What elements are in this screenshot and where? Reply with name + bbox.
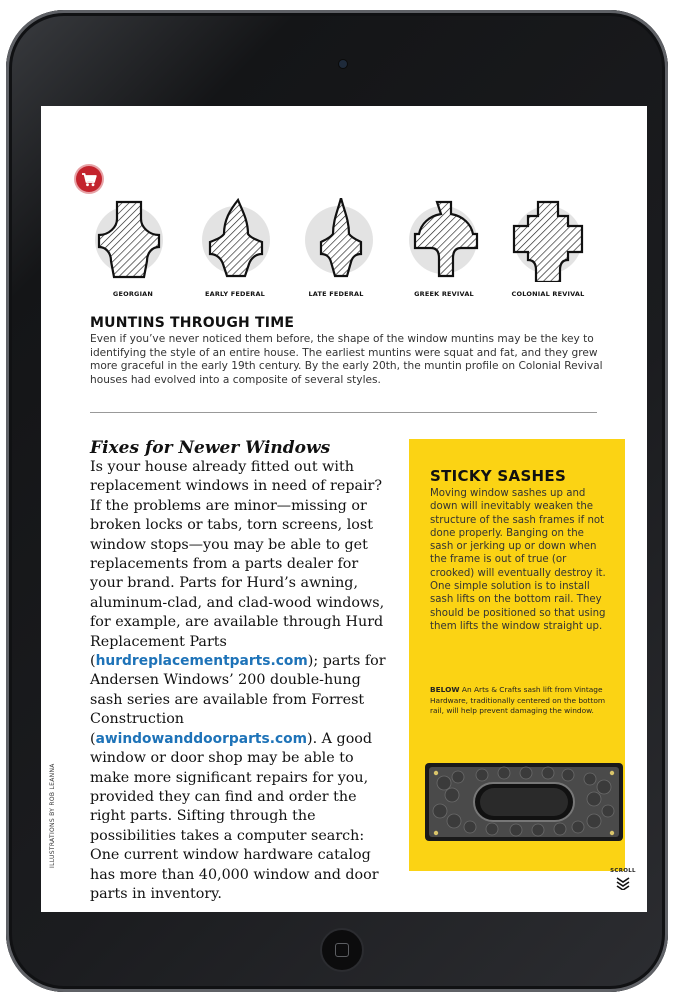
muntin-early-federal-illustration <box>196 198 280 282</box>
shop-cart-button[interactable] <box>76 166 102 192</box>
muntin-late-federal-illustration <box>299 198 383 282</box>
hurd-replacement-parts-link[interactable]: hurdreplacementparts.com <box>95 653 308 670</box>
illustration-credit: ILLUSTRATIONS BY ROB LEANNA <box>49 763 56 868</box>
chevron-down-icon <box>615 876 631 890</box>
article-text-part-1: Is your house already fitted out with replacement windows in need of repair? If the problems are minor—missing or broken locks or tabs, torn screens, lost window stops—you may be able to get replacements from a parts dealer for your brand. Parts for Hurd’s awning, aluminum-clad, and clad-wood windows, for example, are available through Hurd Replacement Parts ( <box>90 459 385 670</box>
cart-icon <box>76 166 102 192</box>
scroll-indicator[interactable] <box>609 868 637 895</box>
sidebar-title: STICKY SASHES <box>430 467 567 485</box>
article-text-part-3: ). A good window or door shop may be able to make more significant repairs for you, provided they can find and order the right parts. Sifting through the possibilities takes a computer search: One current window hardware catalog has more than 40,000 window and door parts in inventory. <box>90 730 379 902</box>
muntin-georgian-illustration <box>91 198 175 282</box>
muntins-section-title: MUNTINS THROUGH TIME <box>90 315 295 331</box>
muntin-greek-revival-illustration <box>403 198 487 282</box>
caption-text: An Arts & Crafts sash lift from Vintage Hardware, traditionally centered on the bottom rail, will help prevent damaging the window. <box>430 685 606 715</box>
muntin-label-georgian: GEORGIAN <box>112 290 154 298</box>
sidebar-caption <box>430 685 610 717</box>
muntin-colonial-revival-illustration <box>506 198 590 282</box>
article-title: Fixes for Newer Windows <box>90 438 331 458</box>
article-body <box>90 458 395 904</box>
camera <box>339 60 347 68</box>
muntin-label-greek-revival: GREEK REVIVAL <box>414 290 474 298</box>
scroll-label: SCROLL <box>610 868 636 874</box>
sidebar-body: Moving window sashes up and down will inevitably weaken the structure of the sash frames if not done properly. Banging on the sash or jerking up or down when the frame is out of true (or crooked) will eventually destroy it. One simple solution is to install sash lifts on the bottom rail. They should be positioned so that using them lifts the window straight up. <box>430 488 606 632</box>
tablet-device <box>6 10 668 992</box>
awindowanddoorparts-link[interactable]: awindowanddoorparts.com <box>95 730 308 747</box>
section-divider <box>90 412 597 413</box>
article-text-part-2: ); parts for Andersen Windows’ 200 double-hung sash series are available from Forrest Construction ( <box>90 653 386 747</box>
muntin-label-early-federal: EARLY FEDERAL <box>204 290 266 298</box>
caption-lead: BELOW <box>430 685 460 694</box>
home-square-icon <box>335 943 349 957</box>
sticky-sashes-sidebar <box>409 439 625 871</box>
muntins-section-body: Even if you’ve never noticed them before, the shape of the window muntins may be the key to identifying the style of an entire house. The earliest muntins were squat and fat, and they grew more graceful in the early 19th century. By the early 20th, the muntin profile on Colonial Revival houses had evolved into a composite of several styles. <box>90 333 603 386</box>
magazine-page <box>41 106 647 912</box>
muntin-label-late-federal: LATE FEDERAL <box>308 290 364 298</box>
sash-lift-photo <box>422 755 625 847</box>
home-button[interactable] <box>320 928 364 972</box>
muntin-label-colonial-revival: COLONIAL REVIVAL <box>511 290 585 298</box>
